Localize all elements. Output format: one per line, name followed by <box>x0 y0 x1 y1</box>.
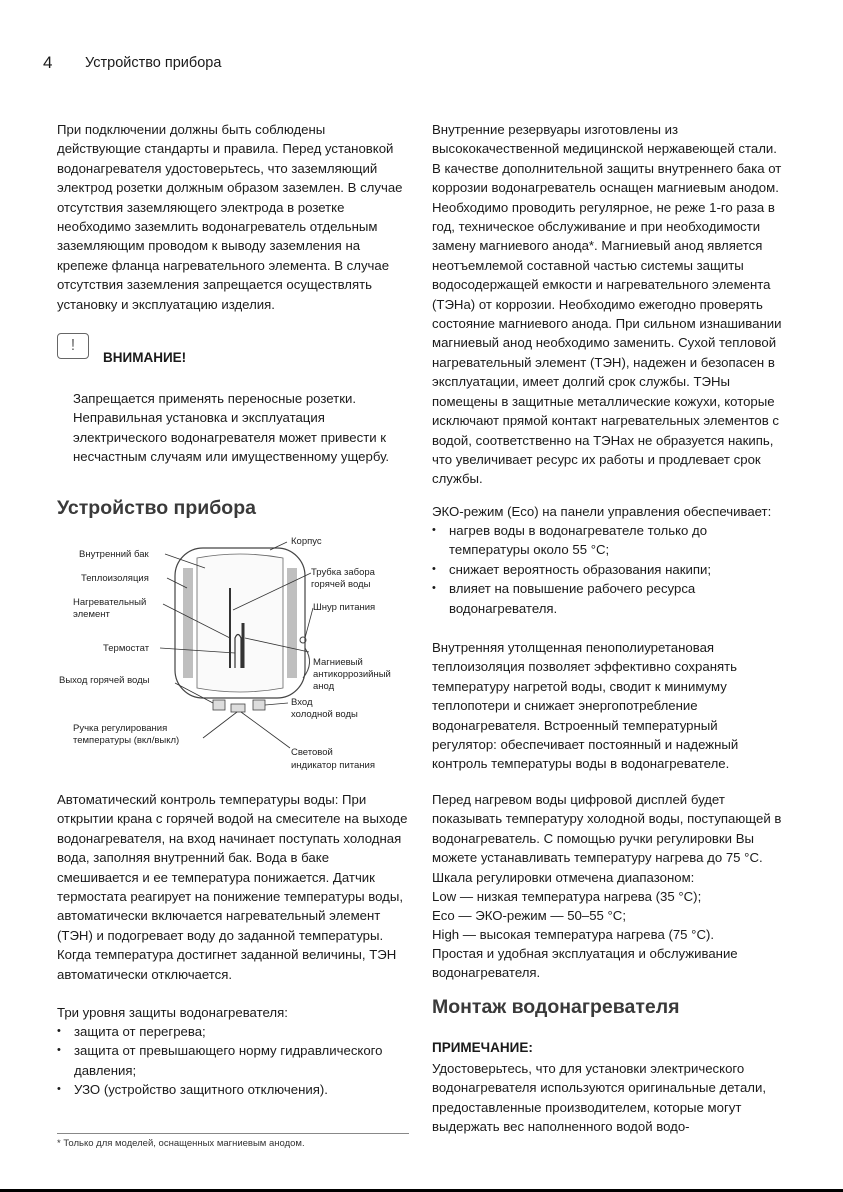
label-anode-2: антикоррозийный <box>313 669 391 680</box>
protection-list <box>57 1022 409 1100</box>
label-cord: Шнур питания <box>313 602 376 613</box>
insulation-paragraph: Внутренняя утолщенная пенополиуретановая теплоизоляция позволяет эффективно сохранять температуру нагретой воды, сводит к минимуму теплопотери и снижает энергопотребление водонагревателя. Встроенный температурный регулятор: обеспечивает постоянный и надежный контроль температуры воды в водонагревателе. <box>432 640 739 772</box>
label-tube-1: Трубка забора <box>311 567 375 578</box>
list-item: • защита от перегрева; <box>57 1022 409 1041</box>
auto-control-paragraph: Автоматический контроль температуры воды: При открытии крана с горячей водой на смесителе на выходе водонагревателя, на вход начинает поступать холодная вода, заполняя внутренний бак. Вода в баке смешивается и ее температура понижается. Датчик термостата реагирует на понижение температуры воды, автоматически включается нагревательный элемент (ТЭН) и подогревает воду до заданной температуры. Когда температура достигнет заданной величины, ТЭН автоматически отключается. <box>57 792 408 982</box>
protection-title: Три уровня защиты водонагревателя: <box>57 1005 288 1020</box>
inner-tank-shape <box>197 554 283 692</box>
eco-title: ЭКО-режим (Eco) на панели управления обеспечивает: <box>432 504 772 519</box>
list-item: • снижает вероятность образования накипи; <box>432 560 784 579</box>
label-thermostat: Термостат <box>103 643 150 654</box>
warning-text: Запрещается применять переносные розетки. Неправильная установка и эксплуатация электрического водонагревателя может привести к несчастным случаям или имущественному ущербу. <box>73 391 390 465</box>
label-inner-tank: Внутренний бак <box>79 549 149 560</box>
label-anode-3: анод <box>313 681 335 692</box>
eco-list <box>432 521 784 618</box>
intro-paragraph: При подключении должны быть соблюдены действующие стандарты и правила. Перед установкой водонагревателя удостоверьтесь, что заземляющий электрод розетки должным образом заземлен. В случае отсутствия заземляющего электрода в розетке необходимо заземлить водонагреватель отдельным заземляющим проводом к выводу заземления на крепеже фланца нагревательного элемента. В случае отсутствия заземления запрещается осуществлять установку и эксплуатацию изделия. <box>57 122 403 312</box>
warning-icon: ! <box>57 333 89 359</box>
label-anode-1: Магниевый <box>313 657 363 668</box>
label-cold-2: холодной воды <box>291 709 358 720</box>
label-hot-outlet: Выход горячей воды <box>59 675 150 686</box>
warning-title: ВНИМАНИЕ! <box>103 350 187 365</box>
label-heater-1: Нагревательный <box>73 597 147 608</box>
range-end: Простая и удобная эксплуатация и обслуживание водонагревателя. <box>432 946 738 981</box>
list-item: • влияет на повышение рабочего ресурса водонагревателя. <box>432 579 784 618</box>
footnote: * Только для моделей, оснащенных магниевым анодом. <box>57 1138 305 1149</box>
range-high: High — высокая температура нагрева (75 °C). <box>432 927 715 942</box>
label-knob-1: Ручка регулирования <box>73 723 168 734</box>
footnote-rule <box>57 1133 409 1134</box>
label-led-2: индикатор питания <box>291 760 375 771</box>
label-cold-1: Вход <box>291 697 313 708</box>
insulation-left <box>183 568 193 678</box>
label-insulation: Теплоизоляция <box>81 573 149 584</box>
label-heater-2: элемент <box>73 609 110 620</box>
range-eco: Eco — ЭКО-режим — 50–55 °C; <box>432 908 626 923</box>
display-paragraph: Перед нагревом воды цифровой дисплей будет показывать температуру холодной воды, поступающей в водонагреватель. С помощью ручки регулировки Вы можете устанавливать температуру нагрева до 75 °C. Шкала регулировки отмечена диапазоном: <box>432 792 782 885</box>
range-low: Low — низкая температура нагрева (35 °C); <box>432 889 702 904</box>
label-tube-2: горячей воды <box>311 579 371 590</box>
list-item: • защита от превышающего норму гидравлического давления; <box>57 1041 409 1080</box>
note-text: Удостоверьтесь, что для установки электрического водонагревателя используются оригинальные детали, предоставленные производителем, которые могут выдержать вес наполненного водой водо- <box>432 1061 767 1135</box>
running-title: Устройство прибора <box>85 55 222 71</box>
cold-inlet <box>253 700 265 710</box>
list-item: • УЗО (устройство защитного отключения). <box>57 1080 409 1099</box>
label-knob-2: температуры (вкл/выкл) <box>73 735 180 746</box>
label-led-1: Световой <box>291 747 333 758</box>
label-body: Корпус <box>291 536 322 547</box>
note-title: ПРИМЕЧАНИЕ: <box>432 1040 533 1055</box>
hot-outlet <box>213 700 225 710</box>
heater-diagram <box>55 528 415 778</box>
section-title-mounting: Монтаж водонагревателя <box>432 996 680 1018</box>
insulation-right <box>287 568 297 678</box>
list-item: • нагрев воды в водонагревателе только до температуры около 55 °C; <box>432 521 784 560</box>
knob-shape <box>231 704 245 712</box>
page-number: 4 <box>43 53 53 72</box>
section-title-device: Устройство прибора <box>57 497 256 519</box>
tanks-paragraph: Внутренние резервуары изготовлены из высококачественной медицинской нержавеющей стали. В качестве дополнительной защиты внутреннего бака от коррозии водонагреватель оснащен магниевым анодом. Необходимо проводить регулярное, не реже 1-го раза в год, техническое обслуживание и при необходимости замену магниевого анода*. Магниевый анод является неотъемлемой составной частью системы защиты водосодержащей емкости и нагревательного элемента (ТЭНа) от коррозии. Необходимо ежегодно проверять состояние магниевого анода. При сильном изнашивании магниевый анод необходимо заменить. Сухой тепловой нагревательный элемент (ТЭН), надежен и безопасен в эксплуатации, имеет долгий срок службы. ТЭНы помещены в защитные металлические кожухи, которые исключают прямой контакт нагревательных элементов с водой, соответственно на ТЭНах не образуется накипь, что увеличивает ресурс их работы и продлевает срок службы. <box>432 122 782 487</box>
